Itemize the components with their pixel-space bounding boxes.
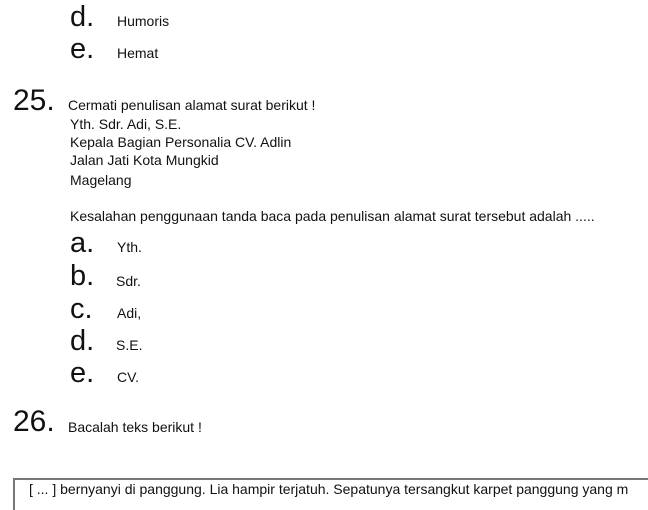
passage-text: [ ... ] bernyanyi di panggung. Lia hampir terjatuh. Sepatunya tersangkut karpet panggung yang m	[29, 481, 629, 497]
option-text: Humoris	[117, 13, 170, 29]
question-number: 26.	[13, 405, 55, 438]
address-line: Kepala Bagian Personalia CV. Adlin	[70, 134, 292, 150]
address-line: Magelang	[70, 172, 132, 188]
option-letter: c.	[70, 293, 93, 325]
question-prompt: Cermati penulisan alamat surat berikut !	[68, 97, 316, 113]
passage-box	[13, 478, 648, 510]
option-text: CV.	[117, 369, 140, 385]
option-letter: e.	[70, 357, 95, 389]
question-number: 25.	[13, 84, 55, 117]
option-letter: d.	[70, 1, 95, 33]
option-text: S.E.	[116, 337, 143, 353]
option-text: Yth.	[117, 239, 142, 255]
question-text: Kesalahan penggunaan tanda baca pada penulisan alamat surat tersebut adalah .....	[70, 208, 595, 224]
option-letter: e.	[70, 33, 95, 65]
address-line: Jalan Jati Kota Mungkid	[70, 152, 219, 168]
address-line: Yth. Sdr. Adi, S.E.	[70, 116, 182, 132]
option-text: Hemat	[117, 45, 159, 61]
option-text: Sdr.	[116, 273, 141, 289]
option-letter: d.	[70, 325, 95, 357]
option-letter: a.	[70, 227, 95, 259]
question-prompt: Bacalah teks berikut !	[68, 419, 202, 435]
option-text: Adi,	[117, 305, 142, 321]
option-letter: b.	[70, 260, 95, 292]
